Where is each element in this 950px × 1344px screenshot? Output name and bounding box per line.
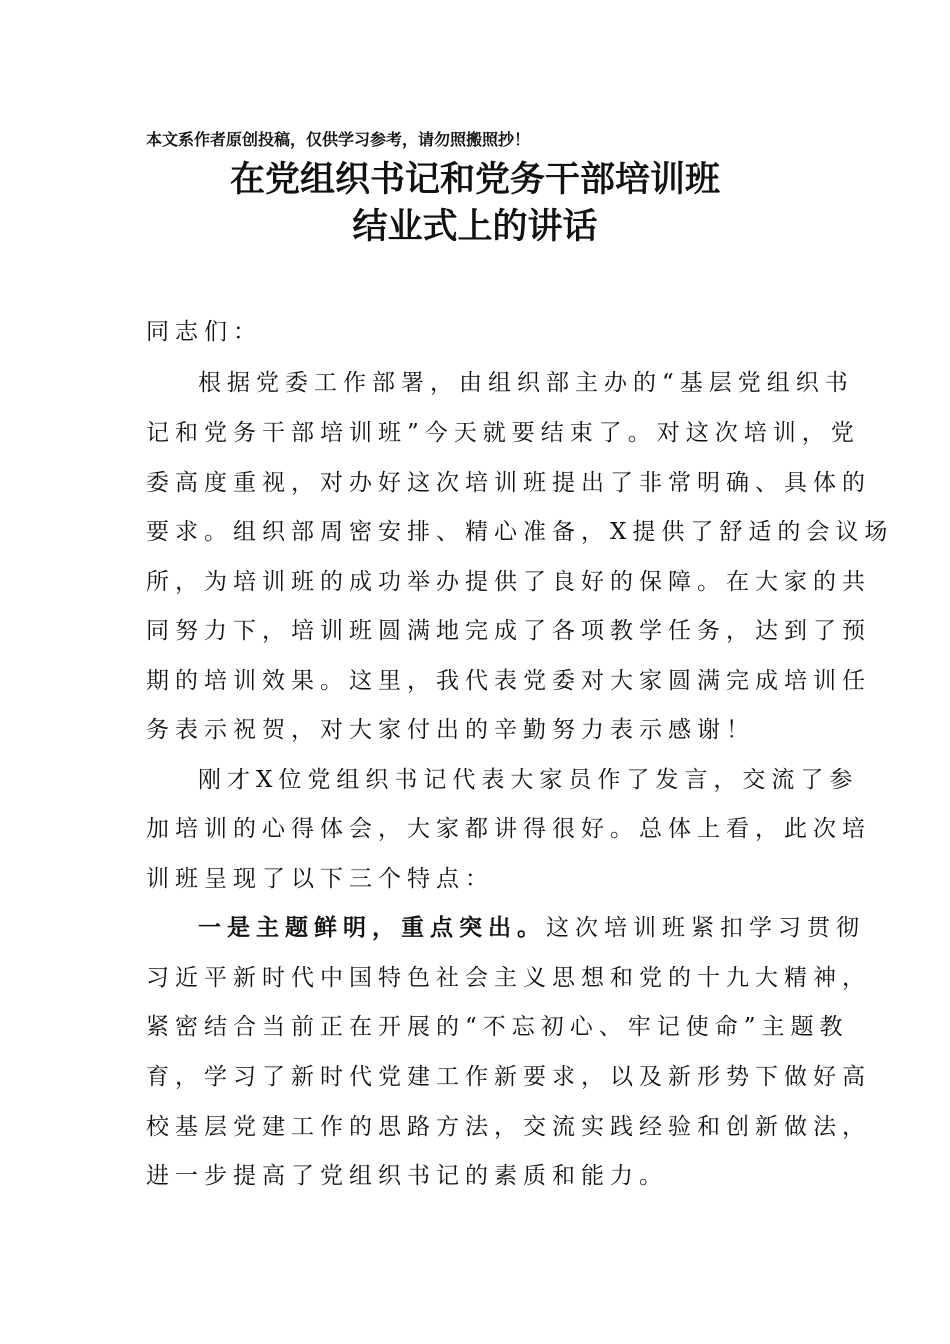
paragraph-3-lead: 一是主题鲜明，重点突出。: [198, 914, 546, 941]
paragraph-2-line: 刚才X位党组织书记代表大家员作了发言，交流了参: [198, 767, 859, 793]
paragraph-1-line: 所，为培训班的成功举办提供了良好的保障。在大家的共: [146, 569, 871, 595]
document-title-line-1: 在党组织书记和党务干部培训班: [229, 159, 720, 200]
paragraph-1-line: 期的培训效果。这里，我代表党委对大家圆满完成培训任: [146, 668, 871, 694]
paragraph-3-line-text: 这次培训班紧扣学习贯彻: [546, 915, 865, 941]
paragraph-3-line: 进一步提高了党组织书记的素质和能力。: [146, 1163, 668, 1189]
paragraph-3-line: 紧密结合当前正在开展的“不忘初心、牢记使命”主题教: [146, 1014, 849, 1040]
paragraph-3-line: 习近平新时代中国特色社会主义思想和党的十九大精神，: [146, 965, 871, 991]
paragraph-1-line: 根据党委工作部署，由组织部主办的“基层党组织书: [198, 370, 854, 396]
paragraph-1-line: 委高度重视，对办好这次培训班提出了非常明确、具体的: [146, 470, 871, 496]
document-title-line-2: 结业式上的讲话: [352, 206, 598, 247]
paragraph-1-line: 同努力下，培训班圆满地完成了各项教学任务，达到了预: [146, 618, 871, 644]
copyright-notice: 本文系作者原创投稿，仅供学习参考，请勿照搬照抄！: [146, 130, 531, 149]
salutation: 同志们：: [146, 319, 262, 345]
paragraph-1-line: 务表示祝贺，对大家付出的辛勤努力表示感谢！: [146, 717, 755, 743]
paragraph-3-line: 校基层党建工作的思路方法，交流实践经验和创新做法，: [146, 1114, 871, 1140]
paragraph-3-first-line: [198, 909, 865, 942]
paragraph-1-line: 要求。组织部周密安排、精心准备，X提供了舒适的会议场: [146, 519, 894, 545]
paragraph-1-line: 记和党务干部培训班”今天就要结束了。对这次培训，党: [146, 420, 860, 446]
paragraph-3-line: 育，学习了新时代党建工作新要求，以及新形势下做好高: [146, 1064, 871, 1090]
paragraph-2-line: 加培训的心得体会，大家都讲得很好。总体上看，此次培: [146, 816, 871, 842]
paragraph-2-line: 训班呈现了以下三个特点：: [146, 866, 494, 892]
